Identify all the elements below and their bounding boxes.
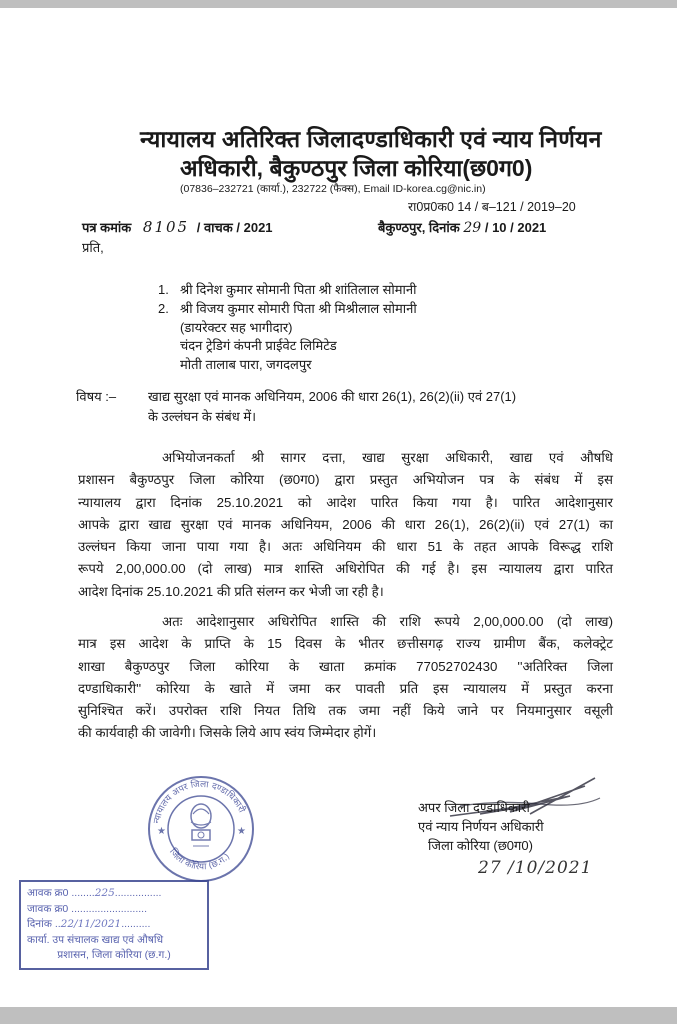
office-title-line2: अधिकारी, बैकुण्ठपुर जिला कोरिया(छ0ग0): [180, 155, 533, 181]
letter-number-label: पत्र कमांक: [82, 220, 132, 235]
stamp-office-line2: प्रशासन, जिला कोरिया (छ.ग.): [57, 949, 171, 961]
top-border-bar: [0, 0, 677, 8]
signature-block: [418, 798, 544, 855]
paragraph-line: न्यायालय द्वारा दिनांक 25.10.2021 को आदेश पारित किया गया है। पारित आदेशानुसार: [78, 494, 613, 510]
letter-number-suffix: / वाचक / 2021: [196, 220, 273, 235]
stamp-outward-number: जावक क्र0 ..........................: [27, 902, 147, 915]
addressee-line: मोती तालाब पारा, जगदलपुर: [180, 357, 312, 372]
addressee-line: 1. श्री दिनेश कुमार सोमानी पिता श्री शांतिलाल सोमानी: [158, 282, 417, 297]
place-date-label: बैकुण्ठपुर, दिनांक: [378, 220, 460, 235]
bottom-border-bar: [0, 1007, 677, 1024]
paragraph-line: अतः आदेशानुसार अधिरोपित शास्ति की राशि रूपये 2,00,000.00 (दो लाख): [162, 614, 613, 629]
paragraph-line: अभियोजनकर्ता श्री सागर दत्ता, खाद्य सुरक्षा अधिकारी, खाद्य एवं औषधि: [162, 450, 613, 465]
date-rest: / 10 / 2021: [484, 220, 547, 235]
paragraph-line: आदेश दिनांक 25.10.2021 की प्रति संलग्न कर भेजी जा रही है।: [78, 583, 384, 599]
addressee-line: (डायरेक्टर सह भागीदार): [180, 320, 293, 335]
stamp-inward-number: आवक क्र0 ........225................: [27, 887, 162, 899]
signature-designation-line2: एवं न्याय निर्णयन अधिकारी: [418, 819, 544, 834]
official-seal: [143, 774, 259, 884]
salutation-prati: प्रति,: [82, 240, 104, 255]
signature-date-handwritten: 27 /10/2021: [478, 858, 593, 878]
office-title-line1: न्यायालय अतिरिक्त जिलादण्डाधिकारी एवं न्याय निर्णयन: [140, 126, 602, 152]
paragraph-line: शाखा बैकुण्ठपुर जिला कोरिया के खाता क्रमांक 77052702430 ''अतिरिक्त जिला: [78, 658, 613, 674]
stamp-date: दिनांक ..22/11/2021..........: [27, 918, 151, 930]
paragraph-payment-instructions: [78, 611, 613, 745]
letter-number-handwritten: 8105: [142, 218, 190, 236]
subject-line1: खाद्य सुरक्षा एवं मानक अधिनियम, 2006 की धारा 26(1), 26(2)(ii) एवं 27(1): [148, 389, 517, 404]
subject-line2: के उल्लंघन के संबंध में।: [148, 409, 257, 424]
subject-label: विषय :–: [76, 389, 117, 404]
state-emblem-icon: [191, 804, 211, 846]
letter-number: [82, 218, 273, 236]
paragraph-line: मात्र इस आदेश के प्राप्ति के 15 दिवस के भीतर छत्तीसगढ़ राज्य ग्रामीण बैंक, कलेक्ट्रेट: [78, 636, 613, 652]
seal-star-icon: ★: [237, 826, 246, 837]
paragraph-order-summary: [78, 447, 613, 603]
seal-bottom-text: जिला कोरिया (छ.ग.): [167, 847, 233, 873]
stamp-office-line1: कार्या. उप संचालक खाद्य एवं औषधि: [27, 933, 164, 946]
paragraph-line: सुनिश्चित करें। उपरोक्त राशि नियत तिथि तक जमा नहीं किये जाने पर नियमानुसार वसूली: [78, 703, 613, 719]
paragraph-line: रूपये 2,00,000.00 (दो लाख) मात्र शास्ति अधिरोपित की गई है। इस न्यायालय द्वारा पारित: [78, 561, 613, 577]
office-contact: (07836–232721 (कार्या.), 232722 (फैक्स), Email ID-korea.cg@nic.in): [180, 183, 486, 195]
letter-date: [378, 218, 546, 236]
paragraph-line: दण्डाधिकारी'' कोरिया के खाते में जमा कर पावती प्रति इस न्यायालय में प्रस्तुत करना: [78, 680, 613, 696]
seal-star-icon: ★: [157, 826, 166, 837]
signature-designation-line3: जिला कोरिया (छ0ग0): [428, 838, 533, 853]
paragraph-line: आपके द्वारा खाद्य सुरक्षा एवं मानक अधिनियम, 2006 की धारा 26(1), 26(2)(ii) एवं 27(1) का: [78, 516, 613, 532]
signature-designation-line1: अपर जिला दण्डाधिकारी: [418, 800, 530, 815]
date-day-handwritten: 29: [463, 220, 482, 236]
paragraph-line: प्रशासन बैकुण्ठपुर जिला कोरिया (छ0ग0) द्वारा प्रस्तुत अभियोजन पत्र के संबंध में इस: [78, 472, 613, 488]
receipt-stamp: [19, 880, 209, 970]
seal-top-text: न्यायालय अपर जिला दण्डाधिकारी: [152, 779, 247, 825]
addressee-line: चंदन ट्रेडिगं कंपनी प्राईवेट लिमिटेड: [180, 338, 337, 353]
case-reference: रा0प्र0क0 14 / ब–121 / 2019–20: [408, 200, 576, 214]
addressee-line: 2. श्री विजय कुमार सोमारी पिता श्री मिश्रीलाल सोमानी: [158, 301, 417, 316]
paragraph-line: की कार्यवाही की जावेगी। जिसके लिये आप स्वंय जिम्मेदार होगें।: [78, 725, 377, 741]
subject-text: [148, 387, 628, 427]
paragraph-line: उल्लंघन किया जाना पाया गया है। अतः अधिनियम की धारा 51 के तहत आपके विरूद्ध राशि: [78, 539, 613, 555]
